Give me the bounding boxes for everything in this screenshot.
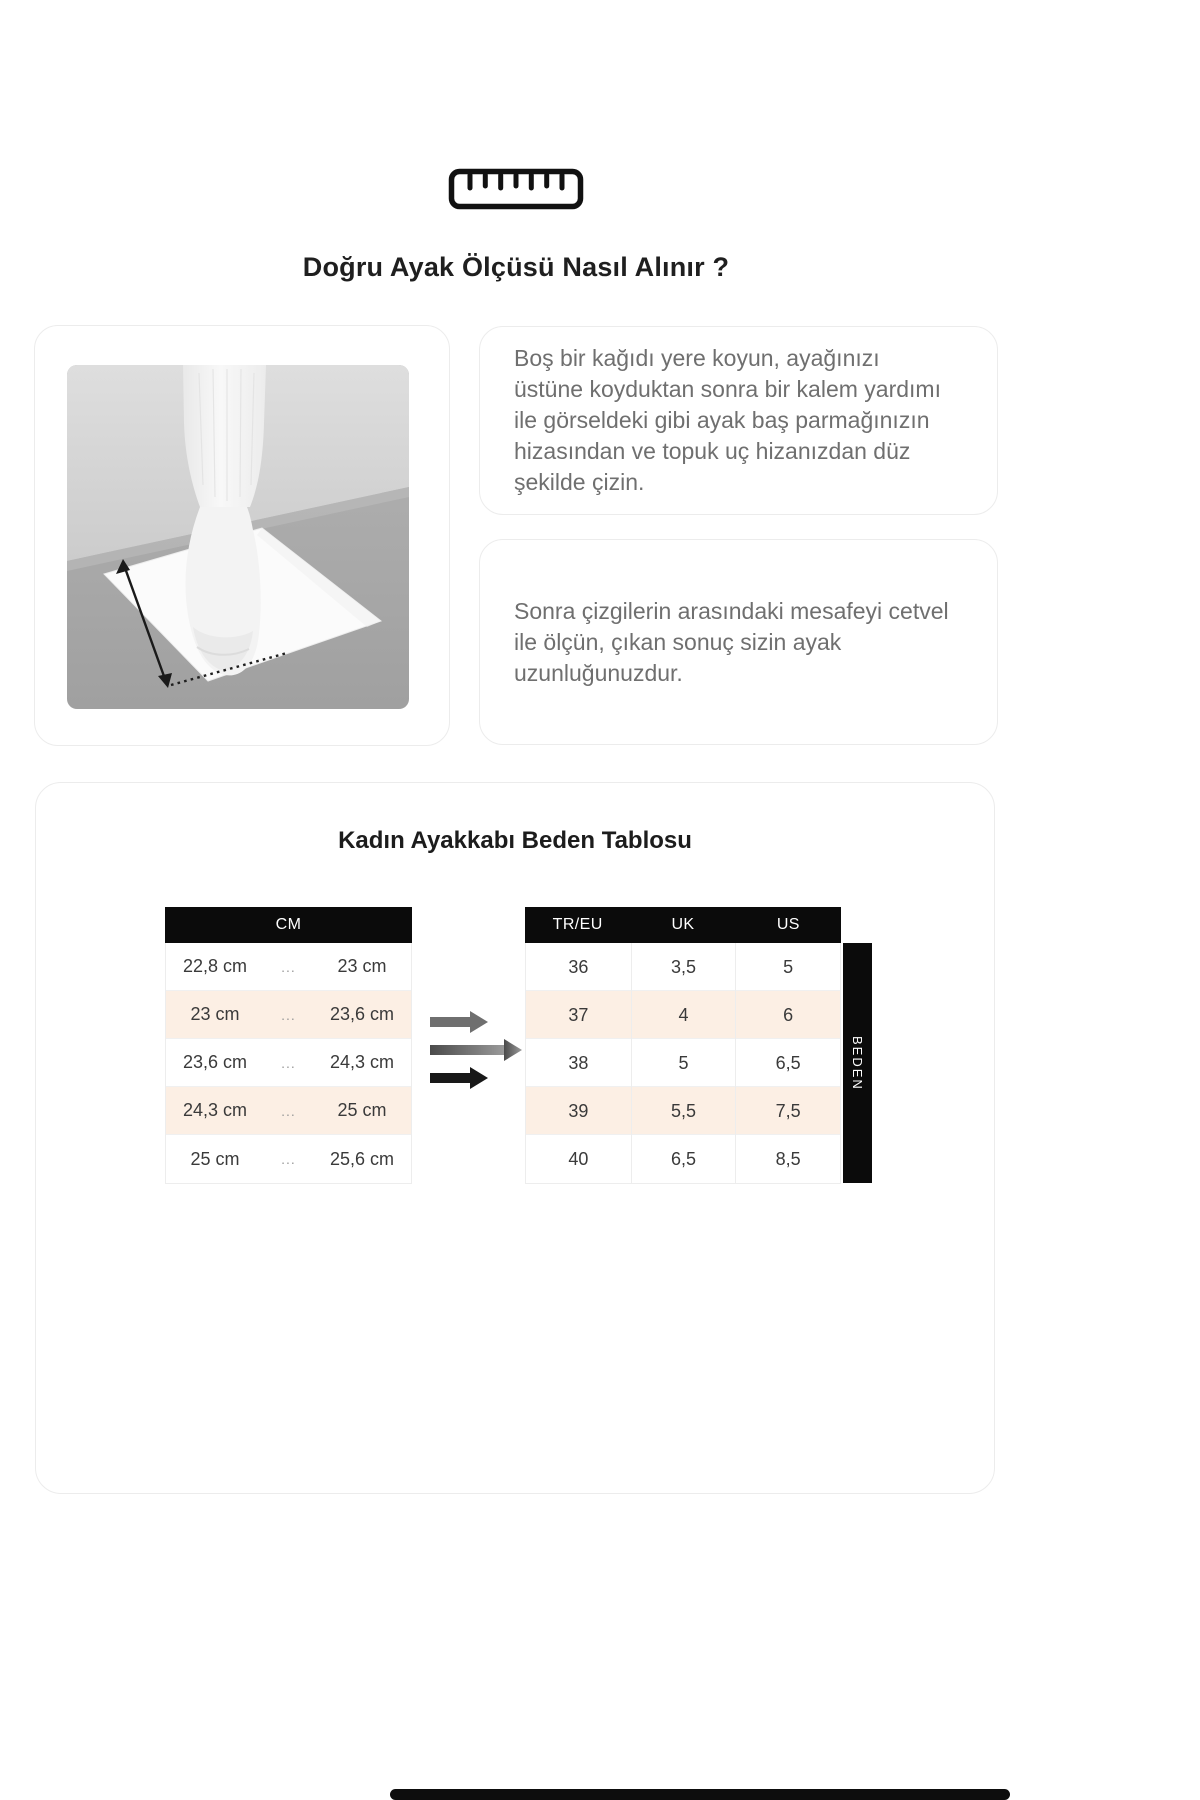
table-row xyxy=(526,1039,840,1087)
conversion-table-header xyxy=(525,907,841,943)
cm-to: 25,6 cm xyxy=(329,1148,395,1169)
cell-treu: 39 xyxy=(568,1101,589,1121)
instruction-text-2: Sonra çizgilerin arasındaki mesafeyi cetvel ile ölçün, çıkan sonuç sizin ayak uzunluğunuzdur. xyxy=(514,597,949,686)
cell-us: 7,5 xyxy=(735,1087,840,1135)
cell-us: 8,5 xyxy=(735,1135,840,1183)
cm-header-label: CM xyxy=(275,916,302,933)
cm-to: 25 cm xyxy=(337,1100,387,1120)
table-row xyxy=(526,1087,840,1135)
table-row xyxy=(526,991,840,1039)
measurement-photo-card xyxy=(34,325,450,746)
range-separator: ... xyxy=(281,1102,296,1119)
conversion-table xyxy=(525,907,841,1184)
range-separator: ... xyxy=(281,1151,296,1167)
header-cell-uk: UK xyxy=(671,916,695,933)
range-separator: ... xyxy=(281,1006,296,1023)
size-table-card xyxy=(35,782,995,1494)
cm-table-header xyxy=(165,907,412,943)
table-row xyxy=(526,943,840,991)
cm-from: 22,8 cm xyxy=(182,956,248,976)
table-row xyxy=(526,1135,840,1183)
conversion-arrows-icon xyxy=(430,1011,524,1091)
cm-to: 23 cm xyxy=(337,956,387,976)
size-table-title: Kadın Ayakkabı Beden Tablosu xyxy=(338,827,692,854)
table-row xyxy=(166,1135,411,1183)
header-cell-treu: TR/EU xyxy=(552,916,603,933)
cm-table xyxy=(165,907,412,1184)
instruction-text-1: Boş bir kağıdı yere koyun, ayağınızı üstüne koyduktan sonra bir kalem yardımı ile görseldeki gibi ayak baş parmağınızın hizasından ve topuk uç hizanızdan düz şekilde çizin. xyxy=(514,345,941,495)
cell-treu: 36 xyxy=(568,957,589,977)
cell-us: 6 xyxy=(735,991,840,1039)
instruction-card-2 xyxy=(479,539,998,745)
beden-label-text: BEDEN xyxy=(850,1035,865,1091)
cm-to: 24,3 cm xyxy=(329,1052,395,1072)
cm-from: 23,6 cm xyxy=(182,1052,248,1072)
cell-treu: 40 xyxy=(568,1149,589,1169)
foot-measurement-photo xyxy=(67,365,409,709)
table-row xyxy=(166,991,411,1039)
cell-uk: 4 xyxy=(631,991,736,1039)
cm-from: 25 cm xyxy=(190,1148,240,1169)
cm-from: 24,3 cm xyxy=(182,1100,248,1120)
table-row xyxy=(166,943,411,991)
cell-uk: 5,5 xyxy=(631,1087,736,1135)
cell-treu: 38 xyxy=(568,1053,589,1073)
cell-uk: 3,5 xyxy=(631,943,736,991)
cm-table-body xyxy=(165,943,412,1184)
cell-us: 5 xyxy=(735,943,840,991)
page-content xyxy=(34,0,998,1800)
cm-to: 23,6 cm xyxy=(329,1004,395,1024)
beden-side-label xyxy=(843,943,872,1183)
ruler-icon xyxy=(34,168,998,210)
cell-treu: 37 xyxy=(568,1005,589,1025)
home-indicator-bar xyxy=(390,1789,1010,1800)
range-separator: ... xyxy=(281,1054,296,1071)
table-row xyxy=(166,1039,411,1087)
header-cell-us: US xyxy=(776,916,800,933)
cell-us: 6,5 xyxy=(735,1039,840,1087)
table-row xyxy=(166,1087,411,1135)
cm-from: 23 cm xyxy=(190,1004,240,1024)
range-separator: ... xyxy=(281,958,296,975)
cell-uk: 5 xyxy=(631,1039,736,1087)
page-title: Doğru Ayak Ölçüsü Nasıl Alınır ? xyxy=(302,252,730,282)
conversion-table-body xyxy=(525,943,841,1184)
instruction-card-1 xyxy=(479,326,998,515)
cell-uk: 6,5 xyxy=(631,1135,736,1183)
